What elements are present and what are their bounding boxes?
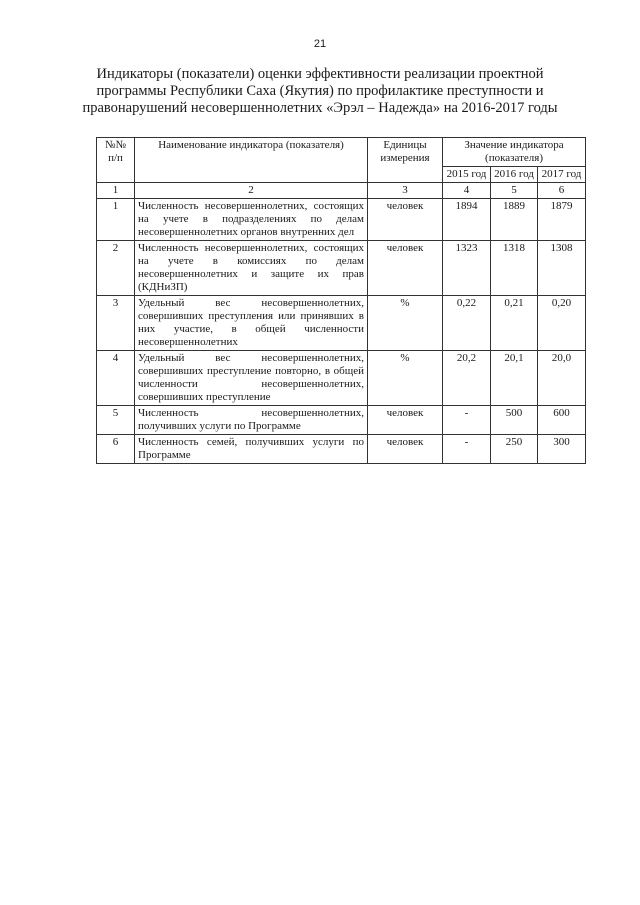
row-num: 4: [97, 351, 135, 406]
column-number: 3: [368, 183, 443, 199]
row-unit: человек: [368, 406, 443, 435]
indicators-table: [96, 137, 586, 464]
row-value-2015: -: [443, 435, 491, 464]
column-number: 5: [491, 183, 538, 199]
row-num: 2: [97, 241, 135, 296]
table-row: [97, 241, 586, 296]
row-unit: человек: [368, 241, 443, 296]
row-indicator-name: Удельный вес несовершеннолетних, совершивших преступление повторно, в общей численности несовершеннолетних, совершивших преступление: [135, 351, 368, 406]
row-unit: %: [368, 351, 443, 406]
column-number: 4: [443, 183, 491, 199]
header-name: Наименование индикатора (показателя): [135, 138, 368, 183]
row-value-2015: 1323: [443, 241, 491, 296]
row-value-2017: 1308: [538, 241, 586, 296]
table-row: [97, 199, 586, 241]
row-value-2016: 0,21: [491, 296, 538, 351]
row-num: 6: [97, 435, 135, 464]
row-unit: человек: [368, 435, 443, 464]
title-line: Индикаторы (показатели) оценки эффективности реализации проектной: [96, 66, 544, 82]
column-number: 6: [538, 183, 586, 199]
row-num: 1: [97, 199, 135, 241]
row-value-2017: 600: [538, 406, 586, 435]
document-title: [60, 66, 580, 117]
row-value-2016: 250: [491, 435, 538, 464]
table-row: [97, 351, 586, 406]
row-value-2017: 300: [538, 435, 586, 464]
row-num: 3: [97, 296, 135, 351]
row-indicator-name: Численность несовершеннолетних, состоящих на учете в подразделениях по делам несовершеннолетних органов внутренних дел: [135, 199, 368, 241]
row-indicator-name: Численность несовершеннолетних, получивших услуги по Программе: [135, 406, 368, 435]
row-value-2015: 0,22: [443, 296, 491, 351]
table-row: [97, 435, 586, 464]
row-value-2017: 0,20: [538, 296, 586, 351]
header-year-2016: 2016 год: [491, 167, 538, 183]
row-unit: %: [368, 296, 443, 351]
row-value-2015: 20,2: [443, 351, 491, 406]
row-value-2015: 1894: [443, 199, 491, 241]
row-value-2016: 1889: [491, 199, 538, 241]
row-value-2016: 20,1: [491, 351, 538, 406]
header-num: №№ п/п: [97, 138, 135, 183]
row-value-2015: -: [443, 406, 491, 435]
header-value-group: Значение индикатора (показателя): [443, 138, 586, 167]
column-number-row: [97, 183, 586, 199]
row-value-2017: 1879: [538, 199, 586, 241]
row-indicator-name: Численность семей, получивших услуги по Программе: [135, 435, 368, 464]
page-number: 21: [313, 38, 327, 50]
row-value-2016: 500: [491, 406, 538, 435]
row-unit: человек: [368, 199, 443, 241]
title-line: правонарушений несовершеннолетних «Эрэл – Надежда» на 2016-2017 годы: [82, 100, 558, 116]
header-year-2017: 2017 год: [538, 167, 586, 183]
table-row: [97, 296, 586, 351]
row-value-2017: 20,0: [538, 351, 586, 406]
column-number: 1: [97, 183, 135, 199]
row-indicator-name: Численность несовершеннолетних, состоящих на учете в комиссиях по делам несовершеннолетних и защите их прав (КДНиЗП): [135, 241, 368, 296]
row-value-2016: 1318: [491, 241, 538, 296]
header-unit: Единицы измерения: [368, 138, 443, 183]
title-line: программы Республики Саха (Якутия) по профилактике преступности и: [96, 83, 544, 99]
table-row: [97, 406, 586, 435]
column-number: 2: [135, 183, 368, 199]
row-num: 5: [97, 406, 135, 435]
header-year-2015: 2015 год: [443, 167, 491, 183]
row-indicator-name: Удельный вес несовершеннолетних, совершивших преступления или принявших в них участие, в общей численности несовершеннолетних: [135, 296, 368, 351]
table-header-row: [97, 138, 586, 167]
